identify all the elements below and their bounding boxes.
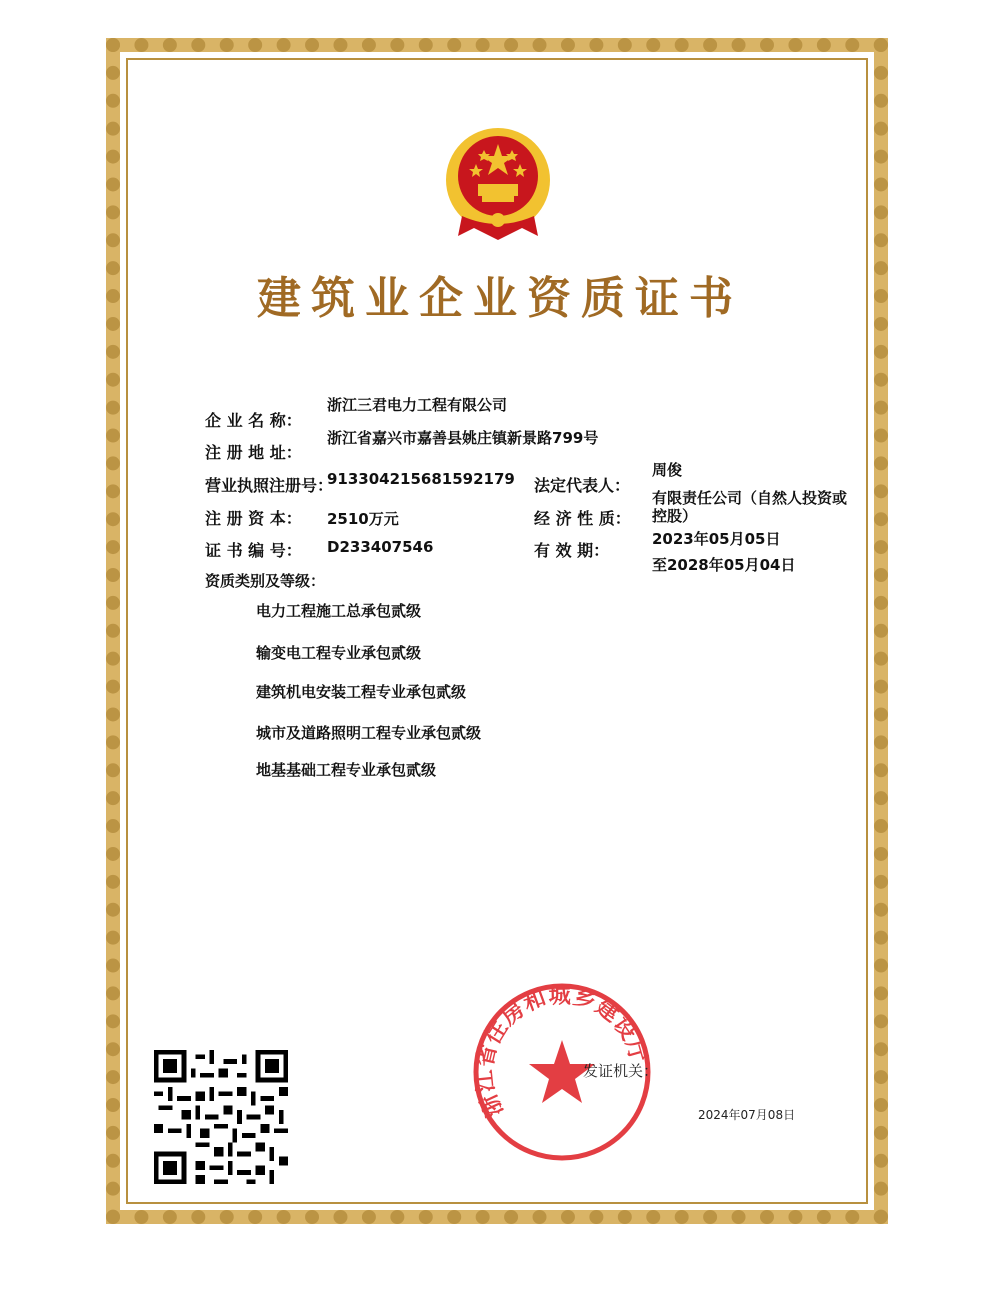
validity-to-value: 至2028年05月04日 (652, 556, 796, 574)
company-name-label: 企 业 名 称： (205, 411, 302, 430)
company-name-value: 浙江三君电力工程有限公司 (327, 396, 508, 414)
legal-rep-label: 法定代表人： (534, 476, 631, 495)
qr-code-icon (154, 1050, 288, 1184)
capital-label: 注 册 资 本： (205, 509, 302, 528)
legal-rep-value: 周俊 (652, 461, 683, 479)
certificate-title: 建筑业企业资质证书 (257, 273, 743, 324)
cert-no-value: D233407546 (327, 538, 434, 556)
nature-value: 有限责任公司（自然人投资或控股） (652, 489, 848, 525)
issue-date: 2024年07月08日 (698, 1108, 796, 1122)
qualification-item: 城市及道路照明工程专业承包贰级 (256, 724, 482, 742)
nature-label: 经 济 性 质： (534, 509, 631, 528)
address-label: 注 册 地 址： (205, 443, 302, 462)
national-emblem-icon (442, 124, 554, 242)
qualification-item: 建筑机电安装工程专业承包贰级 (256, 683, 467, 701)
qualification-item: 地基基础工程专业承包贰级 (256, 761, 437, 779)
capital-value: 2510万元 (327, 510, 399, 528)
license-label: 营业执照注册号： (205, 476, 334, 495)
issuer-label: 发证机关： (583, 1062, 659, 1080)
validity-label: 有 效 期： (534, 541, 610, 560)
address-value: 浙江省嘉兴市嘉善县姚庄镇新景路799号 (327, 429, 599, 447)
cert-no-label: 证 书 编 号： (205, 541, 302, 560)
qualification-item: 输变电工程专业承包贰级 (256, 644, 422, 662)
qualification-item: 电力工程施工总承包贰级 (256, 602, 422, 620)
qualifications-label: 资质类别及等级： (205, 572, 326, 590)
validity-from-value: 2023年05月05日 (652, 530, 781, 548)
license-value: 913304215681592179 (327, 470, 515, 488)
seal-text: 浙江省住房和城乡建设厅 (471, 982, 652, 1121)
